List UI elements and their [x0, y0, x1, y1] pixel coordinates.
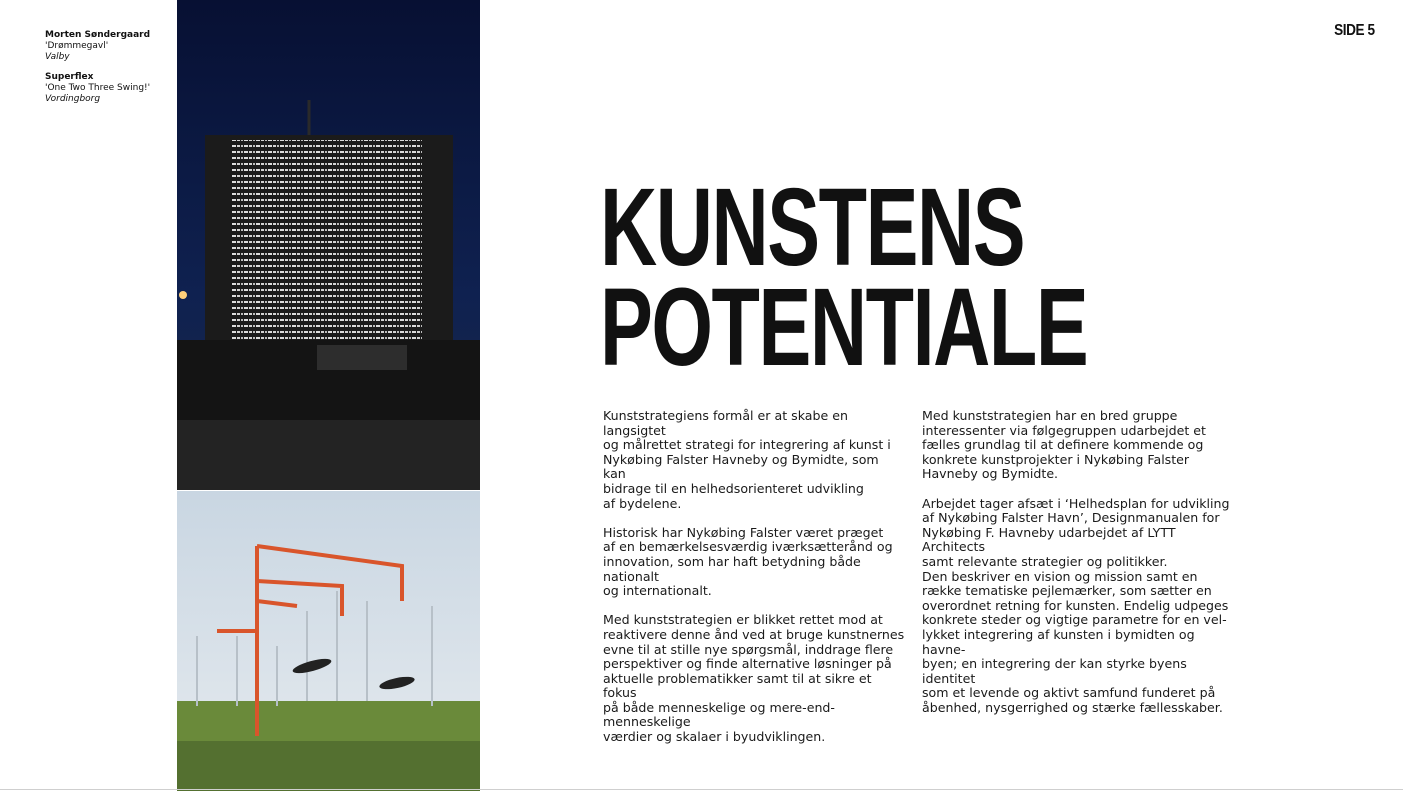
- bottom-divider: [0, 789, 1403, 790]
- paragraph: Med kunststrategien er blikket rettet mod at reaktivere denne ånd ved at bruge kunstnernes evne til at stille nye spørgsmål, inddrage flere perspektiver og finde alternative løsninger på aktuelle problematikker samt til at sikre et fokus på både menneskelige og mere-end-menneskelige værdier og skalaer i byudviklingen.: [603, 612, 905, 745]
- page-number: SIDE 5: [1334, 22, 1375, 39]
- credit-item: [45, 72, 170, 105]
- title-line-2: POTENTIALE: [600, 266, 1088, 389]
- paragraph: Historisk har Nykøbing Falster været præget af en bemærkelsesværdig iværksætterånd og innovation, som har haft betydning både nationalt og internationalt.: [603, 524, 893, 599]
- credit-item: [45, 30, 170, 63]
- paragraph: Kunststrategiens formål er at skabe en langsigtet og målrettet strategi for integrering af kunst i Nykøbing Falster Havneby og Bymidte, som kan bidrage til en helhedsorienteret udvikling af bydelene.: [603, 408, 891, 511]
- text-column-left: [603, 409, 905, 759]
- photo-night-building: [177, 0, 480, 490]
- swing-sculpture-image: [177, 491, 480, 791]
- credit-work: 'One Two Three Swing!': [45, 83, 151, 93]
- photo-credits: [45, 30, 170, 114]
- credit-place: Valby: [45, 52, 70, 62]
- text-column-right: [922, 409, 1232, 730]
- photo-swing-sculpture: [177, 491, 480, 791]
- page-title: [600, 166, 1088, 389]
- title-line-1: KUNSTENS: [600, 166, 1025, 289]
- credit-artist: Morten Søndergaard: [45, 30, 151, 40]
- credit-artist: Superflex: [45, 72, 94, 82]
- night-building-image: [177, 0, 480, 490]
- paragraph: Arbejdet tager afsæt i ‘Helhedsplan for udvikling af Nykøbing Falster Havn’, Designmanualen for Nykøbing F. Havneby udarbejdet af LYTT Architects samt relevante strategier og politikker. Den beskriver en vision og mission samt en række tematiske pejlemærker, som sætter en overordnet retning for kunsten. Endelig udpeges konkrete steder og vigtige parametre for en vel- lykket integrering af kunsten i bymidten og havne- byen; en integrering der kan styrke byens identitet som et levende og aktivt samfund funderet på åbenhed, nysgerrighed og stærke fællesskaber.: [922, 495, 1230, 715]
- credit-place: Vordingborg: [45, 94, 101, 104]
- paragraph: Med kunststrategien har en bred gruppe interessenter via følgegruppen udarbejdet et fælles grundlag til at definere kommende og konkrete kunstprojekter i Nykøbing Falster Havneby og Bymidte.: [922, 408, 1206, 482]
- credit-work: 'Drømmegavl': [45, 41, 109, 51]
